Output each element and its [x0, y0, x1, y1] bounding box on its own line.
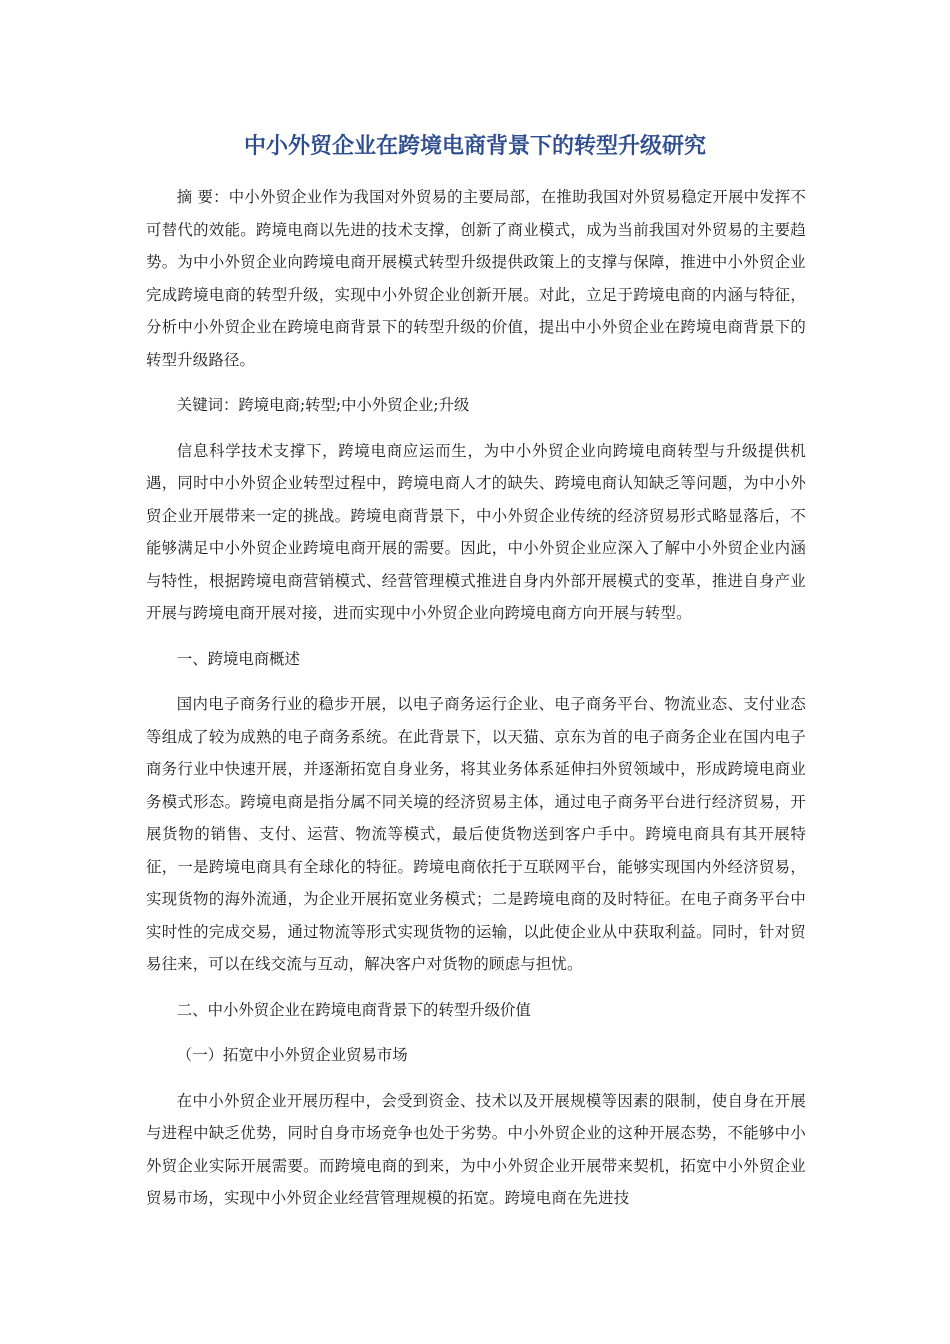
keywords-label: 关键词： — [176, 396, 239, 414]
section-1-paragraph: 国内电子商务行业的稳步开展，以电子商务运行企业、电子商务平台、物流业态、支付业态等组成了较为成熟的电子商务系统。在此背景下，以天猫、京东为首的电子商务企业在国内电子商务行业中快速开展，并逐渐拓宽自身业务，将其业务体系延伸扫外贸领域中，形成跨境电商业务模式形态。跨境电商是指分属不同关境的经济贸易主体，通过电子商务平台进行经济贸易，开展货物的销售、支付、运营、物流等模式，最后使货物送到客户手中。跨境电商具有其开展特征，一是跨境电商具有全球化的特征。跨境电商依托于互联网平台，能够实现国内外经济贸易，实现货物的海外流通，为企业开展拓宽业务模式；二是跨境电商的及时特征。在电子商务平台中实时性的完成交易，通过物流等形式实现货物的运输，以此使企业从中获取利益。同时，针对贸易往来，可以在线交流与互动，解决客户对货物的顾虑与担忧。 — [146, 695, 806, 973]
abstract-paragraph — [146, 181, 806, 376]
abstract-label: 摘 要： — [176, 188, 229, 206]
intro-paragraph: 信息科学技术支撑下，跨境电商应运而生，为中小外贸企业向跨境电商转型与升级提供机遇，同时中小外贸企业转型过程中，跨境电商人才的缺失、跨境电商认知缺乏等问题，为中小外贸企业开展带来一定的挑战。跨境电商背景下，中小外贸企业传统的经济贸易形式略显落后，不能够满足中小外贸企业跨境电商开展的需要。因此，中小外贸企业应深入了解中小外贸企业内涵与特性，根据跨境电商营销模式、经营管理模式推进自身内外部开展模式的变革，推进自身产业开展与跨境电商开展对接，进而实现中小外贸企业向跨境电商方向开展与转型。 — [146, 441, 806, 622]
section-1-heading: 一、跨境电商概述 — [176, 649, 300, 668]
abstract-text: 中小外贸企业作为我国对外贸易的主要局部，在推助我国对外贸易稳定开展中发挥不可替代的效能。跨境电商以先进的技术支撑，创新了商业模式，成为当前我国对外贸易的主要趋势。为中小外贸企业向跨境电商开展模式转型升级提供政策上的支撑与保障，推进中小外贸企业完成跨境电商的转型升级，实现中小外贸企业创新开展。对此，立足于跨境电商的内涵与特征，分析中小外贸企业在跨境电商背景下的转型升级的价值，提出中小外贸企业在跨境电商背景下的转型升级路径。 — [146, 188, 806, 369]
keywords-line — [146, 389, 806, 422]
paper-body — [146, 181, 806, 1228]
section-2-1-heading: （一）拓宽中小外贸企业贸易市场 — [176, 1046, 408, 1064]
section-2-1-paragraph: 在中小外贸企业开展历程中，会受到资金、技术以及开展规模等因素的限制，使自身在开展与进程中缺乏优势，同时自身市场竞争也处于劣势。中小外贸企业的这种开展态势，不能够中小外贸企业实际开展需要。而跨境电商的到来，为中小外贸企业开展带来契机，拓宽中小外贸企业贸易市场，实现中小外贸企业经营管理规模的拓宽。跨境电商在先进技 — [146, 1091, 806, 1207]
section-2-heading: 二、中小外贸企业在跨境电商背景下的转型升级价值 — [176, 1000, 531, 1019]
paper-title: 中小外贸企业在跨境电商背景下的转型升级研究 — [243, 134, 706, 159]
keywords-text: 跨境电商;转型;中小外贸企业;升级 — [238, 396, 470, 414]
